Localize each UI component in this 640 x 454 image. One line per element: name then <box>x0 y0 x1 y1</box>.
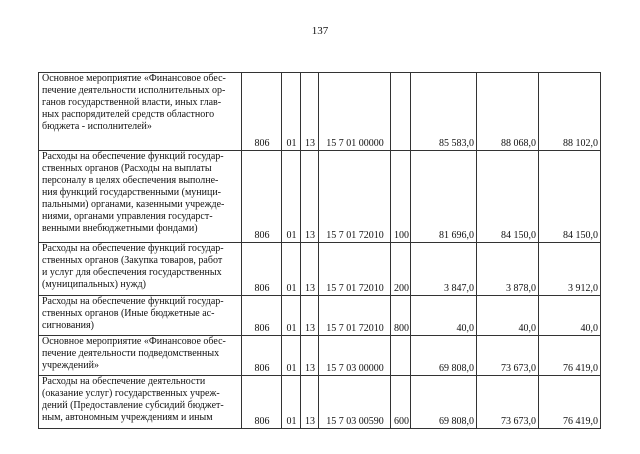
description-line: ственных органов (Закупка товаров, работ <box>42 255 223 266</box>
amount-year-3: 40,0 <box>539 296 601 336</box>
page-number: 137 <box>311 25 329 37</box>
row-description <box>39 151 242 243</box>
description-line: Расходы на обеспечение функций государ- <box>42 296 224 307</box>
section-code: 01 <box>282 296 301 336</box>
expense-type-code: 200 <box>391 243 411 296</box>
section-code: 01 <box>282 243 301 296</box>
table-row <box>39 243 601 296</box>
amount-year-2: 3 878,0 <box>477 243 539 296</box>
target-article-code: 15 7 01 72010 <box>319 151 391 243</box>
description-line: Основное мероприятие «Финансовое обес- <box>42 73 226 84</box>
row-description <box>39 73 242 151</box>
description-line: печение деятельности исполнительных ор- <box>42 85 226 96</box>
description-line: печение деятельности подведомственных <box>42 348 220 359</box>
subsection-code: 13 <box>301 336 319 376</box>
description-line: Основное мероприятие «Финансовое обес- <box>42 336 226 347</box>
section-code: 01 <box>282 151 301 243</box>
grbs-code: 806 <box>242 296 282 336</box>
amount-year-2: 73 673,0 <box>477 336 539 376</box>
description-line: Расходы на обеспечение деятельности <box>42 376 206 387</box>
target-article-code: 15 7 01 72010 <box>319 296 391 336</box>
description-line: ния функций государственными (муници- <box>42 187 222 198</box>
description-line: (муниципальных) нужд) <box>42 279 146 290</box>
target-article-code: 15 7 01 72010 <box>319 243 391 296</box>
description-line: ганов государственной власти, иных глав- <box>42 97 222 108</box>
description-line: дений (Предоставление субсидий бюджет- <box>42 400 224 411</box>
amount-year-1: 69 808,0 <box>411 336 477 376</box>
table-row <box>39 296 601 336</box>
expense-type-code <box>391 73 411 151</box>
amount-year-3: 88 102,0 <box>539 73 601 151</box>
description-line: ным, автономным учреждениям и иным <box>42 412 213 423</box>
target-article-code: 15 7 03 00000 <box>319 336 391 376</box>
description-line: венными внебюджетными фондами) <box>42 223 198 234</box>
table-row <box>39 151 601 243</box>
description-line: сигнования) <box>42 320 94 331</box>
subsection-code: 13 <box>301 376 319 429</box>
subsection-code: 13 <box>301 243 319 296</box>
description-line: Расходы на обеспечение функций государ- <box>42 243 224 254</box>
target-article-code: 15 7 01 00000 <box>319 73 391 151</box>
amount-year-2: 40,0 <box>477 296 539 336</box>
description-line: ственных органов (Расходы на выплаты <box>42 163 212 174</box>
description-line: ственных органов (Иные бюджетные ас- <box>42 308 215 319</box>
amount-year-3: 76 419,0 <box>539 336 601 376</box>
budget-table <box>38 72 601 429</box>
amount-year-3: 76 419,0 <box>539 376 601 429</box>
amount-year-1: 85 583,0 <box>411 73 477 151</box>
description-line: ниями, органами управления государст- <box>42 211 213 222</box>
grbs-code: 806 <box>242 243 282 296</box>
amount-year-1: 81 696,0 <box>411 151 477 243</box>
row-description <box>39 296 242 336</box>
grbs-code: 806 <box>242 376 282 429</box>
row-description <box>39 336 242 376</box>
amount-year-1: 69 808,0 <box>411 376 477 429</box>
section-code: 01 <box>282 376 301 429</box>
amount-year-1: 3 847,0 <box>411 243 477 296</box>
description-line: и услуг для обеспечения государственных <box>42 267 222 278</box>
row-description <box>39 376 242 429</box>
description-line: персоналу в целях обеспечения выполне- <box>42 175 219 186</box>
description-line: пальными) органами, казенными учрежде- <box>42 199 225 210</box>
expense-type-code <box>391 336 411 376</box>
description-line: учреждений» <box>42 360 99 371</box>
table-body <box>39 73 601 429</box>
grbs-code: 806 <box>242 336 282 376</box>
table-row <box>39 336 601 376</box>
description-line: Расходы на обеспечение функций государ- <box>42 151 224 162</box>
row-description <box>39 243 242 296</box>
grbs-code: 806 <box>242 73 282 151</box>
amount-year-2: 88 068,0 <box>477 73 539 151</box>
amount-year-3: 84 150,0 <box>539 151 601 243</box>
table-row <box>39 376 601 429</box>
expense-type-code: 600 <box>391 376 411 429</box>
grbs-code: 806 <box>242 151 282 243</box>
amount-year-2: 84 150,0 <box>477 151 539 243</box>
subsection-code: 13 <box>301 151 319 243</box>
subsection-code: 13 <box>301 73 319 151</box>
description-line: ных распорядителей средств областного <box>42 109 215 120</box>
subsection-code: 13 <box>301 296 319 336</box>
description-line: бюджета - исполнителей» <box>42 121 152 132</box>
amount-year-3: 3 912,0 <box>539 243 601 296</box>
section-code: 01 <box>282 336 301 376</box>
amount-year-1: 40,0 <box>411 296 477 336</box>
target-article-code: 15 7 03 00590 <box>319 376 391 429</box>
expense-type-code: 100 <box>391 151 411 243</box>
expense-type-code: 800 <box>391 296 411 336</box>
section-code: 01 <box>282 73 301 151</box>
description-line: (оказание услуг) государственных учреж- <box>42 388 220 399</box>
amount-year-2: 73 673,0 <box>477 376 539 429</box>
table-row <box>39 73 601 151</box>
